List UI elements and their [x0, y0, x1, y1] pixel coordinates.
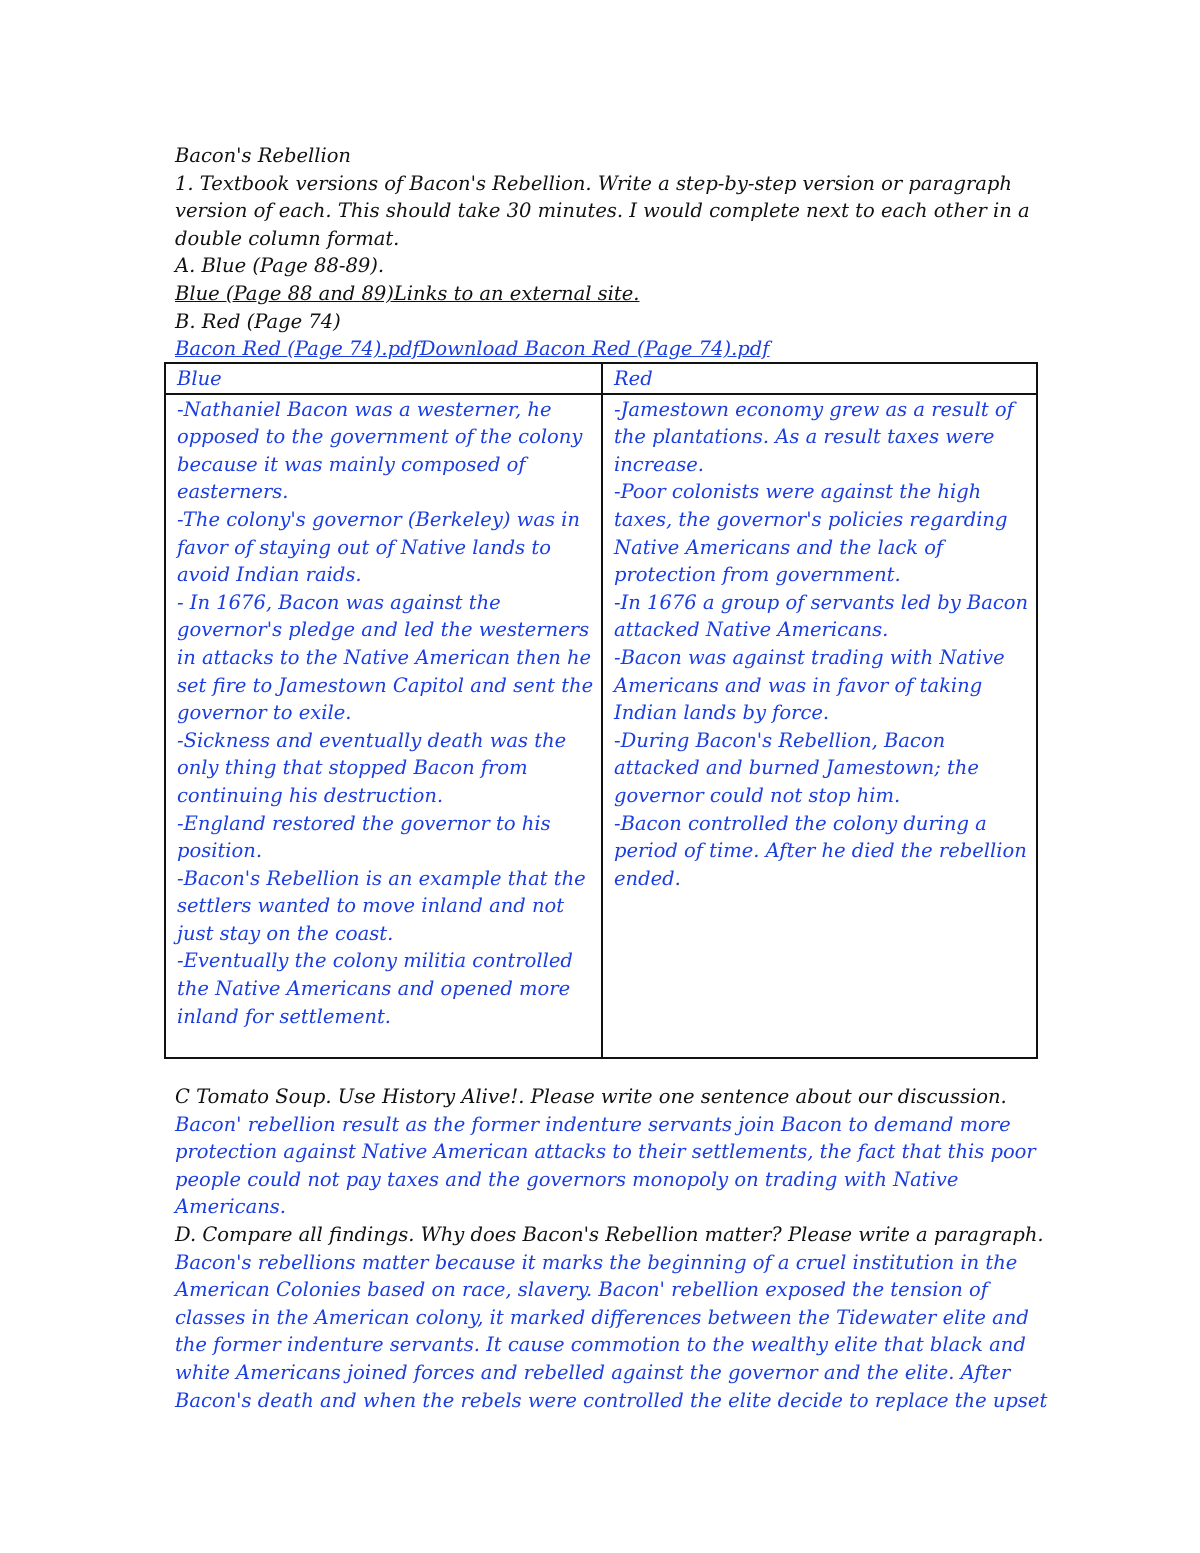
blue-column-line: just stay on the coast. [177, 921, 394, 945]
double-column-table [164, 362, 1038, 1059]
item-b-label: B. Red (Page 74) [175, 309, 341, 333]
table-body-row [165, 394, 1037, 1058]
document-sections [175, 1083, 1048, 1414]
blue-column-line: easterners. [177, 480, 289, 504]
header-blue: Blue [165, 363, 602, 394]
red-column-line: Americans and was in favor of taking [614, 673, 983, 697]
blue-column-line: -Bacon's Rebellion is an example that the [177, 866, 586, 890]
blue-column-line: -Nathaniel Bacon was a westerner, he [177, 397, 552, 421]
blue-column-line: - In 1676, Bacon was against the [177, 590, 501, 614]
red-column-line: -In 1676 a group of servants led by Bacon [614, 590, 1029, 614]
document-header [175, 142, 1035, 363]
blue-column-line: inland for settlement. [177, 1004, 391, 1028]
blue-column-line: only thing that stopped Bacon from [177, 756, 528, 780]
blue-column-line: governor to exile. [177, 701, 352, 725]
intro-line-2: version of each. This should take 30 minutes. I would complete next to each other in a [175, 199, 1030, 223]
section-d-answer-line: Bacon's death and when the rebels were controlled the elite decide to replace the upset [175, 1388, 1048, 1412]
blue-column-line: settlers wanted to move inland and not [177, 894, 565, 918]
section-c-answer-line: Bacon' rebellion result as the former indenture servants join Bacon to demand more [175, 1112, 1011, 1136]
document-title: Bacon's Rebellion [175, 144, 351, 167]
red-column-line: protection from government. [614, 563, 901, 587]
red-column-line: -Bacon controlled the colony during a [614, 811, 987, 835]
red-column-text [614, 396, 1029, 893]
item-a-label: A. Blue (Page 88-89). [175, 254, 385, 278]
blue-column-line: continuing his destruction. [177, 783, 444, 807]
red-column-line: -During Bacon's Rebellion, Bacon [614, 728, 946, 752]
header-red: Red [602, 363, 1037, 394]
red-column-line: Indian lands by force. [614, 701, 830, 725]
red-column-line: -Jamestown economy grew as a result of [614, 397, 1014, 421]
red-column-line: ended. [614, 866, 681, 890]
section-d-answer [175, 1249, 1048, 1415]
red-column-line: increase. [614, 452, 704, 476]
item-b-link[interactable]: Bacon Red (Page 74).pdfDownload Bacon Red (Page 74).pdf [175, 337, 770, 361]
blue-column-line: in attacks to the Native American then he [177, 645, 592, 669]
table-header-row [165, 363, 1037, 394]
blue-column-line: set fire to Jamestown Capitol and sent the [177, 673, 594, 697]
section-d-prompt: D. Compare all findings. Why does Bacon's Rebellion matter? Please write a paragraph. [175, 1222, 1044, 1246]
blue-column-line: the Native Americans and opened more [177, 977, 571, 1001]
section-d-answer-line: white Americans joined forces and rebelled against the governor and the elite. After [175, 1360, 1011, 1384]
red-column-line: -Bacon was against trading with Native [614, 645, 1005, 669]
section-d-answer-line: Bacon's rebellions matter because it marks the beginning of a cruel institution in the [175, 1250, 1018, 1274]
item-a-link[interactable]: Blue (Page 88 and 89)Links to an external site. [175, 281, 640, 305]
blue-column [165, 394, 602, 1058]
red-column-line: attacked and burned Jamestown; the [614, 756, 979, 780]
blue-column-line: -Sickness and eventually death was the [177, 728, 567, 752]
section-c-answer-line: people could not pay taxes and the governors monopoly on trading with Native [175, 1167, 959, 1191]
section-c-prompt: C Tomato Soup. Use History Alive!. Please write one sentence about our discussion. [175, 1085, 1007, 1108]
section-d-answer-line: the former indenture servants. It cause commotion to the wealthy elite that black and [175, 1333, 1026, 1357]
red-column-line: governor could not stop him. [614, 783, 901, 807]
section-c-answer-line: Americans. [175, 1195, 286, 1219]
blue-column-line: avoid Indian raids. [177, 563, 362, 587]
blue-column-line: position. [177, 839, 263, 863]
blue-column-line: -Eventually the colony militia controlled [177, 949, 573, 973]
red-column-line: Native Americans and the lack of [614, 535, 944, 559]
blue-column-line: favor of staying out of Native lands to [177, 535, 551, 559]
red-column-line: attacked Native Americans. [614, 618, 889, 642]
blue-column-line: governor's pledge and led the westerners [177, 618, 590, 642]
blue-column-line: opposed to the government of the colony [177, 425, 583, 449]
blue-column-text [177, 396, 594, 1031]
section-c-answer [175, 1111, 1035, 1221]
blue-column-line: because it was mainly composed of [177, 452, 526, 476]
blue-column-line: -England restored the governor to his [177, 811, 551, 835]
red-column-line: -Poor colonists were against the high [614, 480, 982, 504]
section-d-answer-line: classes in the American colony, it marked differences between the Tidewater elite and [175, 1305, 1029, 1329]
red-column-line: period of time. After he died the rebellion [614, 839, 1027, 863]
red-column [602, 394, 1037, 1058]
section-d-answer-line: American Colonies based on race, slavery. Bacon' rebellion exposed the tension of [175, 1278, 988, 1302]
section-c-answer-line: protection against Native American attacks to their settlements, the fact that this poor [175, 1140, 1036, 1164]
red-column-line: taxes, the governor's policies regarding [614, 507, 1008, 531]
intro-line-1: 1. Textbook versions of Bacon's Rebellion. Write a step-by-step version or paragraph [175, 171, 1012, 195]
intro-line-3: double column format. [175, 226, 400, 250]
red-column-line: the plantations. As a result taxes were [614, 425, 995, 449]
blue-column-line: -The colony's governor (Berkeley) was in [177, 507, 580, 531]
